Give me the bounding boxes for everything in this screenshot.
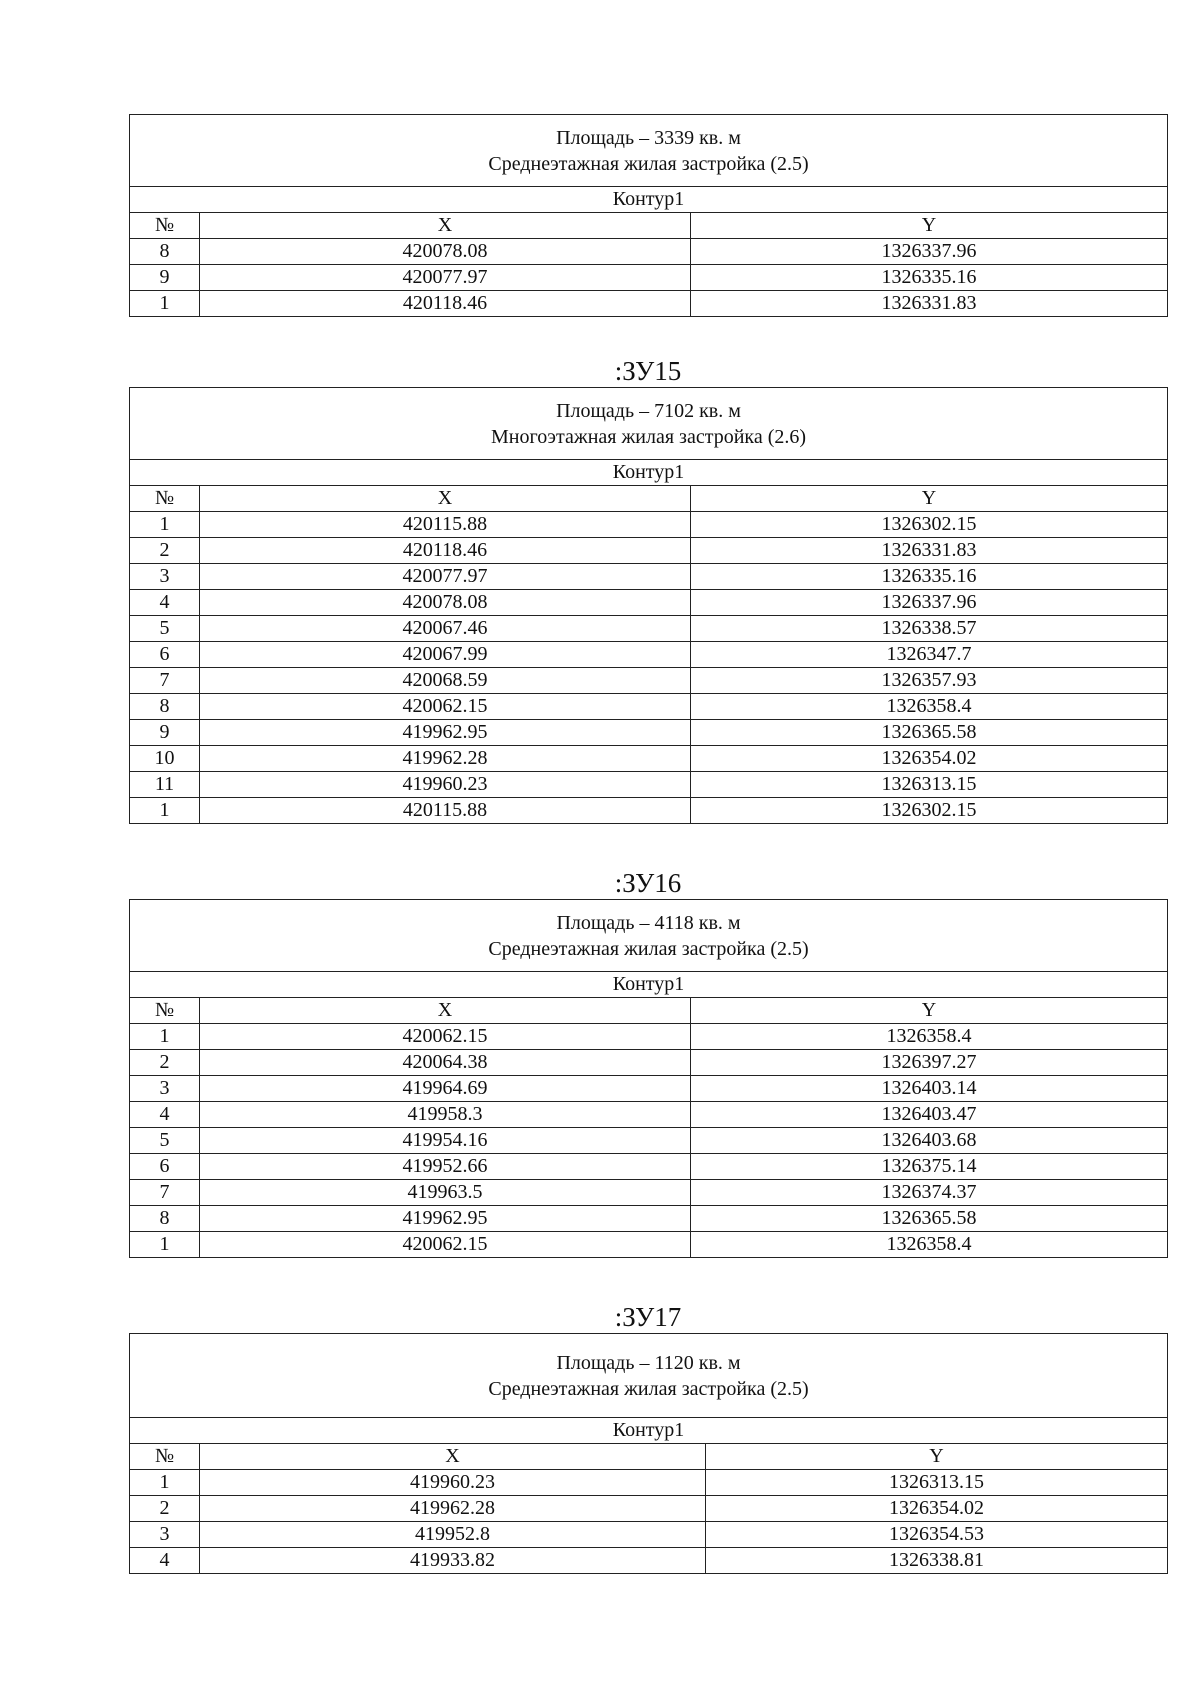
table-row <box>130 1180 1168 1206</box>
x-coordinate: 419960.23 <box>200 1470 706 1496</box>
table-row <box>130 1076 1168 1102</box>
y-coordinate: 1326365.58 <box>691 720 1168 746</box>
column-header-x: X <box>200 1444 706 1470</box>
column-header-y: Y <box>691 213 1168 239</box>
table-row <box>130 590 1168 616</box>
table-row <box>130 798 1168 824</box>
point-number: 1 <box>130 1232 200 1258</box>
table-row <box>130 1522 1168 1548</box>
point-number: 5 <box>130 1128 200 1154</box>
y-coordinate: 1326354.02 <box>691 746 1168 772</box>
parcel-title: :ЗУ17 <box>614 1302 682 1332</box>
info-row <box>130 115 1168 187</box>
header-row <box>130 1444 1168 1470</box>
x-coordinate: 420118.46 <box>200 538 691 564</box>
y-coordinate: 1326313.15 <box>691 772 1168 798</box>
column-header-x: X <box>200 213 691 239</box>
y-coordinate: 1326354.02 <box>706 1496 1168 1522</box>
y-coordinate: 1326331.83 <box>691 538 1168 564</box>
column-header-number: № <box>130 213 200 239</box>
y-coordinate: 1326337.96 <box>691 239 1168 265</box>
point-number: 1 <box>130 1470 200 1496</box>
x-coordinate: 419933.82 <box>200 1548 706 1574</box>
x-coordinate: 420078.08 <box>200 590 691 616</box>
y-coordinate: 1326302.15 <box>691 512 1168 538</box>
x-coordinate: 420077.97 <box>200 265 691 291</box>
table-row <box>130 772 1168 798</box>
contour-label: Контур1 <box>130 187 1168 213</box>
table-row <box>130 746 1168 772</box>
parcel-info-cell <box>130 388 1168 460</box>
contour-row <box>130 1418 1168 1444</box>
y-coordinate: 1326374.37 <box>691 1180 1168 1206</box>
point-number: 2 <box>130 538 200 564</box>
table-row <box>130 291 1168 317</box>
table-row <box>130 1102 1168 1128</box>
area-text: Площадь – 1120 кв. м <box>556 1351 741 1374</box>
table-row <box>130 1154 1168 1180</box>
table-row <box>130 239 1168 265</box>
y-coordinate: 1326358.4 <box>691 1232 1168 1258</box>
coordinates-table <box>129 387 1168 824</box>
parcel-title: :ЗУ16 <box>614 868 682 898</box>
table-row <box>130 694 1168 720</box>
x-coordinate: 419964.69 <box>200 1076 691 1102</box>
y-coordinate: 1326403.68 <box>691 1128 1168 1154</box>
info-row <box>130 900 1168 972</box>
table-row <box>130 1024 1168 1050</box>
y-coordinate: 1326302.15 <box>691 798 1168 824</box>
column-header-number: № <box>130 486 200 512</box>
table-row <box>130 1128 1168 1154</box>
y-coordinate: 1326335.16 <box>691 265 1168 291</box>
table-row <box>130 1496 1168 1522</box>
table-row <box>130 512 1168 538</box>
x-coordinate: 420067.99 <box>200 642 691 668</box>
column-header-x: X <box>200 998 691 1024</box>
table-row <box>130 1232 1168 1258</box>
area-text: Площадь – 4118 кв. м <box>556 911 741 934</box>
x-coordinate: 419963.5 <box>200 1180 691 1206</box>
point-number: 2 <box>130 1050 200 1076</box>
y-coordinate: 1326403.47 <box>691 1102 1168 1128</box>
table-row <box>130 720 1168 746</box>
point-number: 11 <box>130 772 200 798</box>
land-use-text: Среднеэтажная жилая застройка (2.5) <box>488 152 809 175</box>
header-row <box>130 486 1168 512</box>
point-number: 1 <box>130 798 200 824</box>
land-use-text: Среднеэтажная жилая застройка (2.5) <box>488 937 809 960</box>
x-coordinate: 420115.88 <box>200 798 691 824</box>
land-use-text: Многоэтажная жилая застройка (2.6) <box>491 425 807 448</box>
land-use-text: Среднеэтажная жилая застройка (2.5) <box>488 1377 809 1400</box>
y-coordinate: 1326335.16 <box>691 564 1168 590</box>
coordinates-table <box>129 114 1168 317</box>
table-row <box>130 642 1168 668</box>
parcel-info-cell <box>130 900 1168 972</box>
info-row <box>130 388 1168 460</box>
y-coordinate: 1326347.7 <box>691 642 1168 668</box>
point-number: 9 <box>130 265 200 291</box>
x-coordinate: 420067.46 <box>200 616 691 642</box>
column-header-x: X <box>200 486 691 512</box>
point-number: 3 <box>130 1522 200 1548</box>
point-number: 6 <box>130 642 200 668</box>
y-coordinate: 1326331.83 <box>691 291 1168 317</box>
y-coordinate: 1326338.81 <box>706 1548 1168 1574</box>
parcel-title: :ЗУ15 <box>614 356 682 386</box>
parcel-info-cell <box>130 115 1168 187</box>
y-coordinate: 1326357.93 <box>691 668 1168 694</box>
point-number: 8 <box>130 1206 200 1232</box>
x-coordinate: 419962.95 <box>200 1206 691 1232</box>
x-coordinate: 420078.08 <box>200 239 691 265</box>
point-number: 7 <box>130 668 200 694</box>
x-coordinate: 420068.59 <box>200 668 691 694</box>
point-number: 1 <box>130 512 200 538</box>
x-coordinate: 419952.66 <box>200 1154 691 1180</box>
x-coordinate: 420115.88 <box>200 512 691 538</box>
x-coordinate: 420062.15 <box>200 1232 691 1258</box>
contour-row <box>130 972 1168 998</box>
parcel-info-cell <box>130 1334 1168 1418</box>
point-number: 4 <box>130 590 200 616</box>
y-coordinate: 1326397.27 <box>691 1050 1168 1076</box>
y-coordinate: 1326365.58 <box>691 1206 1168 1232</box>
info-row <box>130 1334 1168 1418</box>
point-number: 2 <box>130 1496 200 1522</box>
point-number: 1 <box>130 1024 200 1050</box>
table-row <box>130 1548 1168 1574</box>
y-coordinate: 1326313.15 <box>706 1470 1168 1496</box>
y-coordinate: 1326358.4 <box>691 694 1168 720</box>
contour-label: Контур1 <box>130 460 1168 486</box>
x-coordinate: 419958.3 <box>200 1102 691 1128</box>
point-number: 4 <box>130 1548 200 1574</box>
x-coordinate: 420064.38 <box>200 1050 691 1076</box>
x-coordinate: 419962.28 <box>200 1496 706 1522</box>
column-header-y: Y <box>706 1444 1168 1470</box>
x-coordinate: 420062.15 <box>200 1024 691 1050</box>
area-text: Площадь – 3339 кв. м <box>556 126 741 149</box>
column-header-y: Y <box>691 998 1168 1024</box>
point-number: 7 <box>130 1180 200 1206</box>
y-coordinate: 1326358.4 <box>691 1024 1168 1050</box>
point-number: 5 <box>130 616 200 642</box>
x-coordinate: 420118.46 <box>200 291 691 317</box>
area-text: Площадь – 7102 кв. м <box>556 399 741 422</box>
table-row <box>130 564 1168 590</box>
column-header-number: № <box>130 1444 200 1470</box>
y-coordinate: 1326338.57 <box>691 616 1168 642</box>
table-row <box>130 265 1168 291</box>
x-coordinate: 419962.28 <box>200 746 691 772</box>
point-number: 8 <box>130 694 200 720</box>
coordinates-table <box>129 1333 1168 1574</box>
x-coordinate: 420062.15 <box>200 694 691 720</box>
header-row <box>130 998 1168 1024</box>
contour-row <box>130 187 1168 213</box>
table-row <box>130 1470 1168 1496</box>
y-coordinate: 1326354.53 <box>706 1522 1168 1548</box>
point-number: 3 <box>130 1076 200 1102</box>
point-number: 8 <box>130 239 200 265</box>
contour-label: Контур1 <box>130 1418 1168 1444</box>
coordinates-table <box>129 899 1168 1258</box>
table-row <box>130 538 1168 564</box>
point-number: 1 <box>130 291 200 317</box>
header-row <box>130 213 1168 239</box>
x-coordinate: 419954.16 <box>200 1128 691 1154</box>
x-coordinate: 419962.95 <box>200 720 691 746</box>
x-coordinate: 419952.8 <box>200 1522 706 1548</box>
x-coordinate: 419960.23 <box>200 772 691 798</box>
table-row <box>130 616 1168 642</box>
contour-label: Контур1 <box>130 972 1168 998</box>
y-coordinate: 1326375.14 <box>691 1154 1168 1180</box>
point-number: 9 <box>130 720 200 746</box>
column-header-y: Y <box>691 486 1168 512</box>
table-row <box>130 1206 1168 1232</box>
contour-row <box>130 460 1168 486</box>
y-coordinate: 1326403.14 <box>691 1076 1168 1102</box>
x-coordinate: 420077.97 <box>200 564 691 590</box>
point-number: 10 <box>130 746 200 772</box>
table-row <box>130 1050 1168 1076</box>
table-row <box>130 668 1168 694</box>
point-number: 3 <box>130 564 200 590</box>
point-number: 6 <box>130 1154 200 1180</box>
column-header-number: № <box>130 998 200 1024</box>
y-coordinate: 1326337.96 <box>691 590 1168 616</box>
point-number: 4 <box>130 1102 200 1128</box>
